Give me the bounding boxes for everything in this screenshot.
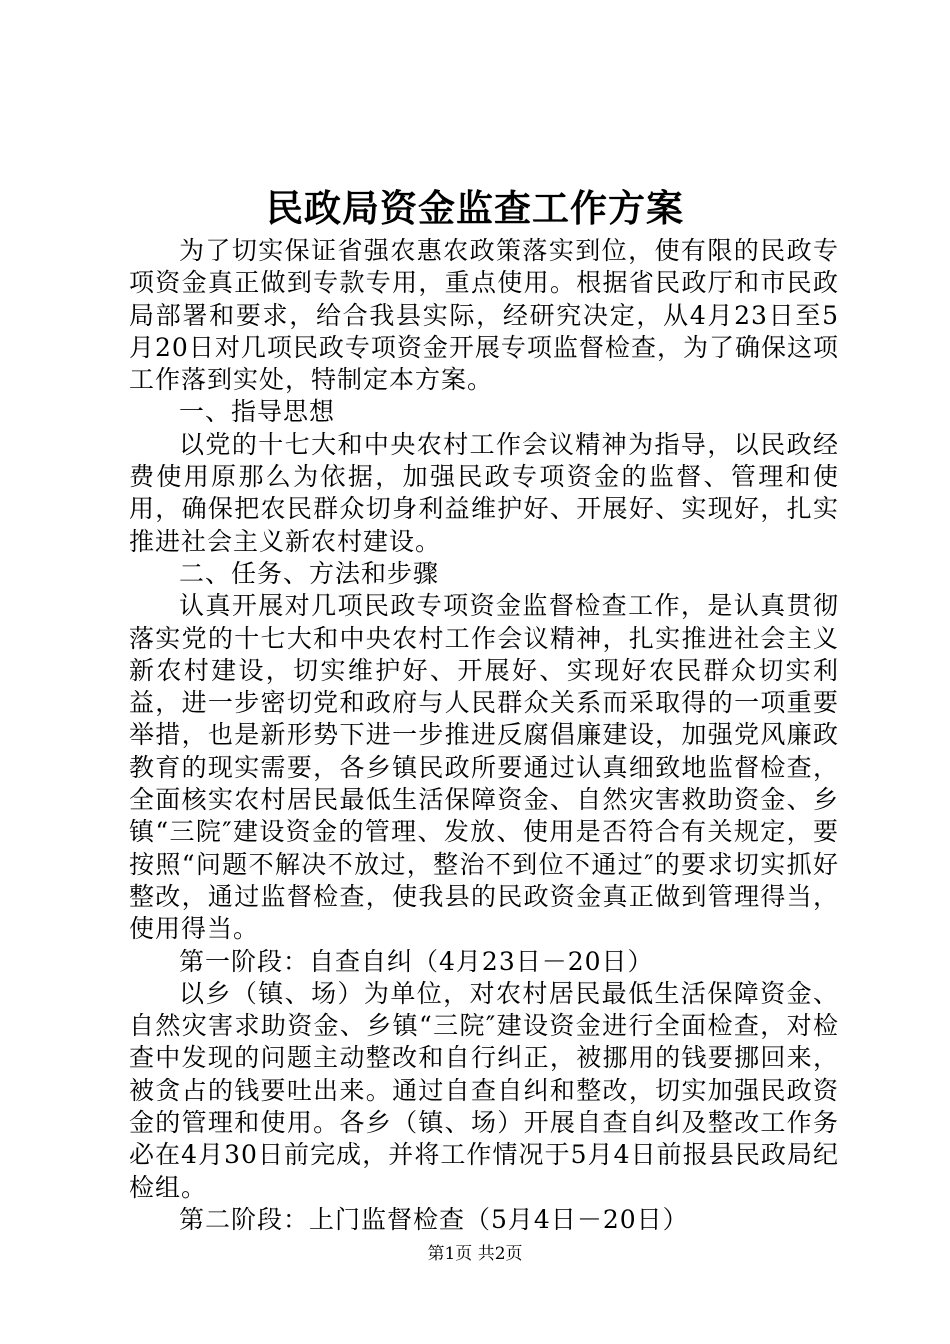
stage-two-heading: 第二阶段：上门监督检查（5月4日－20日） — [179, 1204, 689, 1234]
stage-one-paragraph: 以乡（镇、场）为单位，对农村居民最低生活保障资金、自然灾害求助资金、乡镇“三院″建设资金进行全面检查，对检查中发现的问题主动整改和自行纠正，被挪用的钱要挪回来，被贪占的钱要吐出来。通过自查自纠和整改，切实加强民政资金的管理和使用。各乡（镇、场）开展自查自纠及整改工作务必在4月30日前完成，并将工作情况于5月4日前报县民政局纪检组。 — [129, 978, 839, 1202]
tasks-paragraph: 认真开展对几项民政专项资金监督检查工作，是认真贯彻落实党的十七大和中央农村工作会议精神，扎实推进社会主义新农村建设，切实维护好、开展好、实现好农民群众切实利益，进一步密切党和政府与人民群众关系而采取得的一项重要举措，也是新形势下进一步推进反腐倡廉建设，加强党风廉政教育的现实需要，各乡镇民政所要通过认真细致地监督检查，全面核实农村居民最低生活保障资金、自然灾害救助资金、乡镇“三院″建设资金的管理、发放、使用是否符合有关规定，要按照“问题不解决不放过，整治不到位不通过″的要求切实抓好整改，通过监督检查，使我县的民政资金真正做到管理得当，使用得当。 — [129, 591, 839, 944]
document-body — [129, 235, 839, 1236]
intro-paragraph: 为了切实保证省强农惠农政策落实到位，使有限的民政专项资金真正做到专款专用，重点使用。根据省民政厅和市民政局部署和要求，给合我县实际，经研究决定，从4月23日至5月20日对几项民政专项资金开展专项监督检查，为了确保这项工作落到实处，特制定本方案。 — [129, 236, 839, 395]
section-heading-tasks-methods: 二、任务、方法和步骤 — [179, 558, 440, 588]
page-footer: 第1页 共2页 — [427, 1244, 523, 1264]
section-heading-guiding-thought: 一、指导思想 — [179, 397, 336, 427]
stage-one-heading: 第一阶段：自查自纠（4月23日－20日） — [179, 946, 654, 976]
guiding-thought-paragraph: 以党的十七大和中央农村工作会议精神为指导，以民政经费使用原那么为依据，加强民政专项资金的监督、管理和使用，确保把农民群众切身利益维护好、开展好、实现好，扎实推进社会主义新农村建设。 — [129, 429, 839, 556]
document-title: 民政局资金监查工作方案 — [266, 186, 684, 230]
